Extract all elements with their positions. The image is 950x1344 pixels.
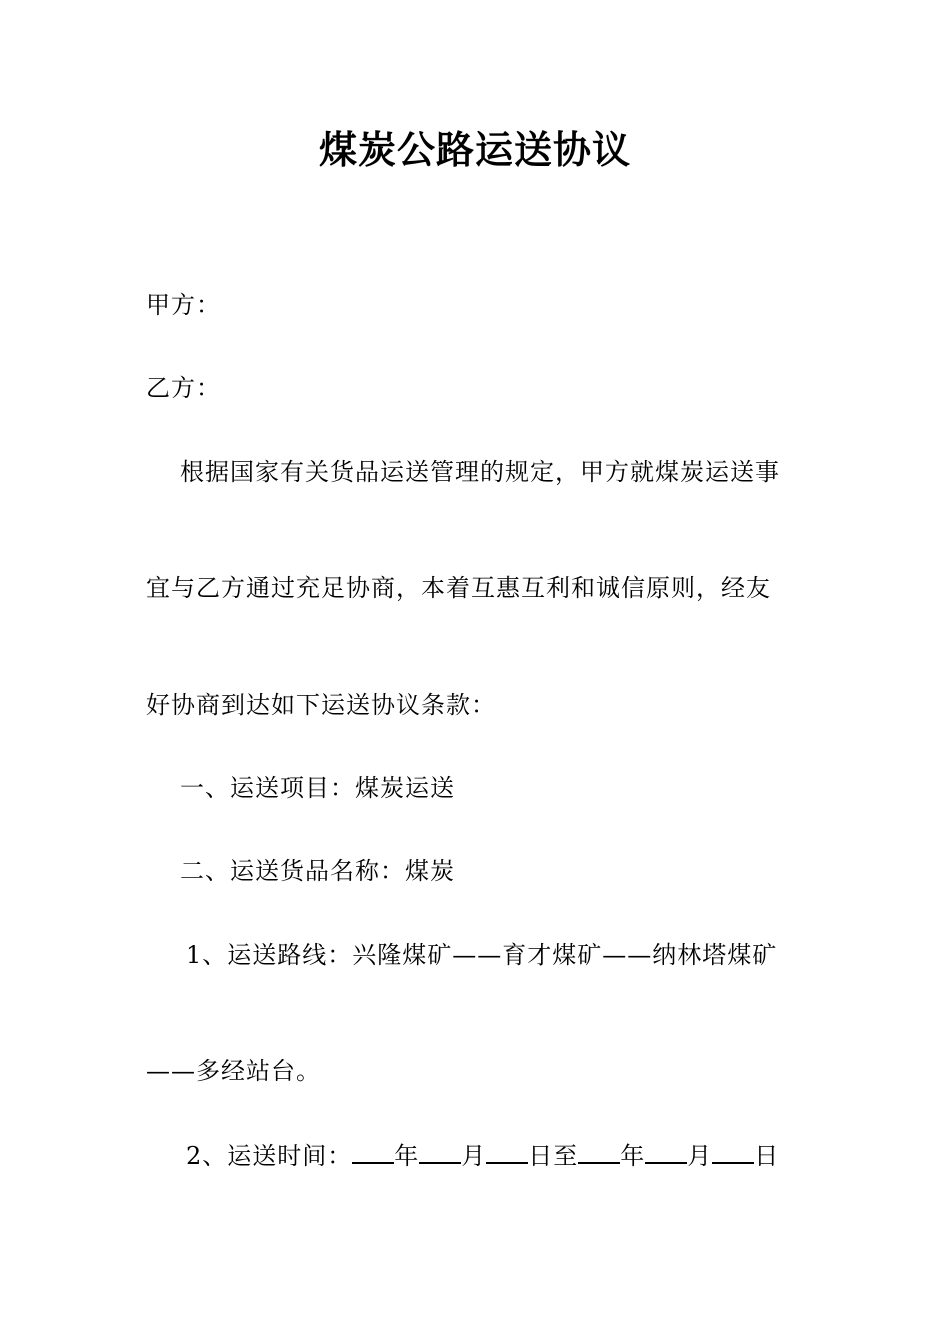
document-title: 煤炭公路运送协议 — [318, 127, 631, 172]
transport-time-prefix: 2、运送时间： — [186, 1142, 353, 1170]
end-month-label: 月 — [687, 1142, 713, 1170]
end-year-label: 年 — [620, 1142, 646, 1170]
start-month-label: 月 — [461, 1142, 487, 1170]
party-a-label: 甲方： — [146, 291, 221, 319]
start-day-to-label: 日至 — [528, 1142, 579, 1170]
intro-line-3: 好协商到达如下运送协议条款： — [146, 691, 496, 719]
transport-time-line — [186, 1140, 779, 1171]
intro-line-1: 根据国家有关货品运送管理的规定，甲方就煤炭运送事 — [180, 458, 780, 486]
end-day-label: 日 — [754, 1142, 780, 1170]
clause-1: 一、运送项目：煤炭运送 — [180, 774, 455, 802]
end-month-blank — [645, 1140, 687, 1164]
start-year-blank — [352, 1140, 394, 1164]
route-line-1: 1、运送路线：兴隆煤矿——育才煤矿——纳林塔煤矿 — [186, 941, 778, 969]
start-month-blank — [419, 1140, 461, 1164]
route-line-2: ——多经站台。 — [146, 1057, 321, 1085]
intro-line-2: 宜与乙方通过充足协商，本着互惠互利和诚信原则，经友 — [146, 574, 771, 602]
end-day-blank — [712, 1140, 754, 1164]
clause-2: 二、运送货品名称：煤炭 — [180, 857, 455, 885]
start-day-blank — [486, 1140, 528, 1164]
end-year-blank — [578, 1140, 620, 1164]
start-year-label: 年 — [394, 1142, 420, 1170]
party-b-label: 乙方： — [146, 374, 221, 402]
